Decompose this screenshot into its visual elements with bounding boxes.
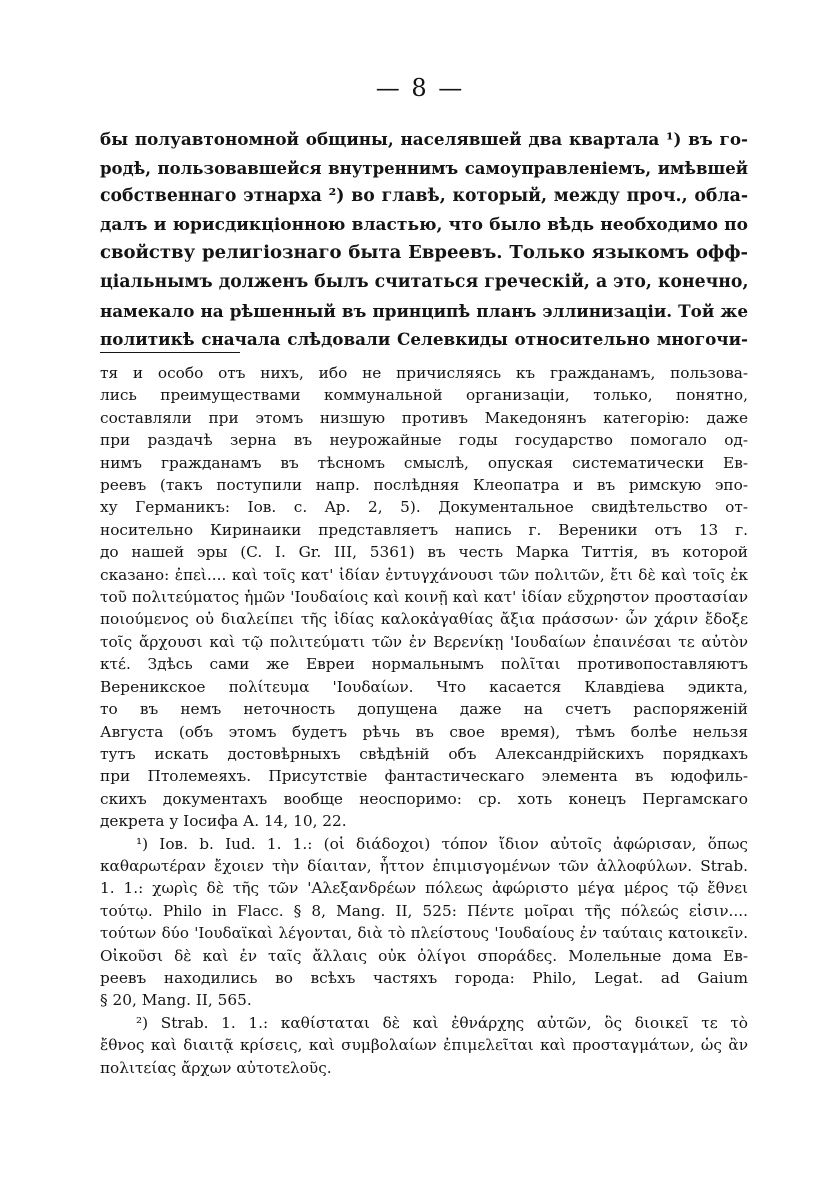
footnote-line: тутъ искать достовѣрныхъ свѣдѣній объ Александрійскихъ порядкахъ [100, 744, 748, 763]
footnote-line: § 20, Mang. II, 565. [100, 991, 252, 1010]
footnote-2 [100, 1012, 748, 1079]
footnote-line: декрета у Іосифа A. 14, 10, 22. [100, 812, 347, 831]
footnote-line: составляли при этомъ низшую противъ Македонянъ категорію: даже [100, 408, 748, 427]
footnote-line: Августа (объ этомъ будетъ рѣчь въ свое время), тѣмъ болѣе нельзя [100, 722, 748, 741]
footnote-line: ху Германикъ: Іов. c. Ap. 2, 5). Документальное свидѣтельство от- [100, 498, 748, 517]
footnote-line: носительно Киринаики представляетъ напись г. Вереники отъ 13 г. [100, 520, 748, 539]
footnote-line: κτέ. Здѣсь сами же Евреи нормальнымъ πολῖται противопоставляютъ [100, 655, 748, 674]
footnote-line: τούτῳ. Philo in Flacc. § 8, Mang. II, 525: Πέντε μοῖραι τῆς πόλεώς εἰσιν.... [100, 901, 748, 920]
body-line: далъ и юрисдикціонною властью, что было вѣдь необходимо по [100, 214, 748, 235]
main-body-text [100, 125, 748, 354]
footnote-line: τοῖς ἄρχουσι καὶ τῷ πολιτεύματι τῶν ἐν Βερενίκῃ 'Ιουδαίων ἐπαινέσαι τε αὐτὸν [100, 632, 748, 651]
body-line: бы полуавтономной общины, населявшей два квартала ¹) въ го- [100, 129, 748, 149]
body-line: свойству религіознаго быта Евреевъ. Только языкомъ офф- [100, 242, 748, 264]
body-line: намекало на рѣшенный въ принципѣ планъ эллинизаціи. Той же [100, 300, 748, 321]
footnote-line: ²) Strab. 1. 1.: καθίσταται δὲ καὶ ἐθνάρχης αὐτῶν, ὃς διοικεῖ τε τὸ [136, 1013, 748, 1032]
body-line: собственнаго этнарха ²) во главѣ, который, между проч., обла- [100, 186, 748, 207]
footnote-line: ¹) Іов. b. Iud. 1. 1.: (οἱ διάδοχοι) τόπον ἴδιον αὐτοῖς ἀφώρισαν, ὅπως [136, 834, 748, 853]
footnote-line: πολιτείας ἄρχων αὐτοτελοῦς. [100, 1058, 332, 1077]
footnotes-section [100, 362, 748, 1079]
footnote-line: лись преимуществами коммунальной организаціи, только, понятно, [100, 386, 748, 405]
footnote-divider [100, 352, 240, 353]
footnote-line: при Птолемеяхъ. Присутствіе фантастическаго элемента въ юдофиль- [100, 767, 748, 786]
footnote-line: то въ немъ неточность допущена даже на счетъ распоряженій [100, 700, 748, 719]
footnote-line: реевъ (такъ поступили напр. послѣдняя Клеопатра и въ римскую эпо- [100, 476, 748, 495]
footnote-line: до нашей эры (C. I. Gr. III, 5361) въ честь Марка Титтія, въ которой [100, 543, 748, 562]
footnote-line: при раздачѣ зерна въ неурожайные годы государство помогало од- [100, 431, 748, 450]
footnote-line: нимъ гражданамъ въ тѣсномъ смыслѣ, опуская систематически Ев- [100, 453, 748, 472]
footnote-line: реевъ находились во всѣхъ частяхъ города: Philo, Legat. ad Gaium [100, 968, 748, 987]
footnote-continuation [100, 362, 748, 833]
page-number: — 8 — [375, 74, 465, 102]
footnote-line: ἔθνος καὶ διαιτᾷ κρίσεις, καὶ συμβολαίων ἐπιμελεῖται καὶ προσταγμάτων, ὡς ἂν [100, 1036, 748, 1055]
footnote-line: τούτων δύο 'Ιουδαϊκαὶ λέγονται, διὰ τὸ πλείστους 'Ιουδαίους ἐν ταύταις κατοικεῖν. [100, 924, 748, 943]
body-line: политикѣ сначала слѣдовали Селевкиды относительно многочи- [100, 329, 748, 350]
footnote-line: скихъ документахъ вообще неоспоримо: ср. хоть конецъ Пергамскаго [100, 789, 748, 808]
body-line: ціальнымъ долженъ былъ считаться греческій, а это, конечно, [100, 271, 749, 292]
footnote-line: τοῦ πολιτεύματος ἡμῶν 'Ιουδαίοις καὶ κοινῇ καὶ κατ' ἰδίαν εὔχρηστον προστασίαν [100, 588, 748, 607]
footnote-line: сказано: ἐπεὶ.... καὶ τοῖς κατ' ἰδίαν ἐντυγχάνουσι τῶν πολιτῶν, ἔτι δὲ καὶ τοῖς ἐκ [100, 565, 748, 584]
body-line: родѣ, пользовавшейся внутреннимъ самоуправленіемъ, имѣвшей [100, 157, 748, 178]
footnote-line: тя и особо отъ нихъ, ибо не причисляясь къ гражданамъ, пользова- [100, 364, 748, 382]
footnote-1 [100, 833, 748, 1012]
footnote-line: καθαρωτέραν ἔχοιεν τὴν δίαιταν, ἧττον ἐπιμισγομένων τῶν ἀλλοφύλων. Strab. [100, 856, 748, 875]
footnote-line: ποιούμενος οὐ διαλείπει τῆς ἰδίας καλοκἀγαθίας ἄξια πράσσων· ὧν χάριν ἔδοξε [100, 610, 748, 629]
footnote-line: Вереникское πολίτευμα 'Ιουδαίων. Что касается Клавдіева эдикта, [100, 677, 748, 696]
footnote-line: Οἰκοῦσι δὲ καὶ ἐν ταῖς ἄλλαις οὐκ ὀλίγοι σποράδες. Молельные дома Ев- [100, 946, 748, 965]
footnote-line: 1. 1.: χωρὶς δὲ τῆς τῶν 'Αλεξανδρέων πόλεως ἀφώριστο μέγα μέρος τῷ ἔθνει [100, 879, 748, 898]
